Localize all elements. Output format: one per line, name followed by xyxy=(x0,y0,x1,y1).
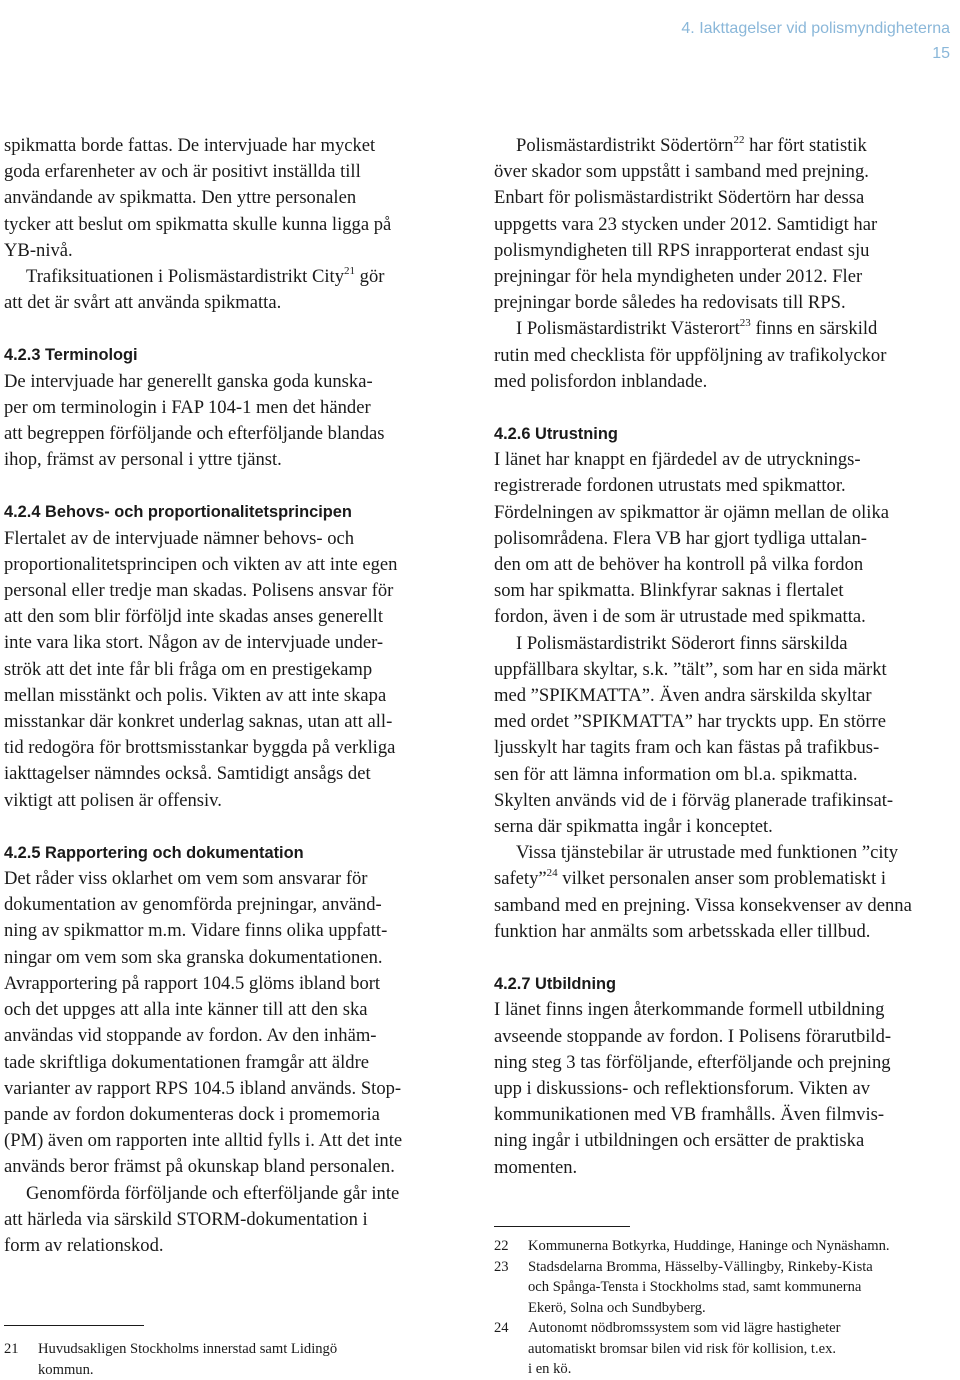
footnote-24: 24 Autonomt nödbromssystem som vid lägre hastigheter automatiskt bromsar bilen vid risk för kollision, t.ex. i en kö. xyxy=(494,1320,841,1377)
footnote-rule xyxy=(494,1226,630,1227)
footnote-ref-22: 22 xyxy=(733,133,745,146)
footnote-rule xyxy=(4,1325,144,1326)
footnote-21: 21 Huvudsakligen Stockholms innerstad samt Lidingö kommun. xyxy=(4,1341,338,1378)
chapter-title: 4. Iakttagelser vid polismyndigheterna xyxy=(681,20,950,37)
paragraph: I Polismästardistrikt Västerort$^{23}$ finns en särskild rutin med checklista för uppföljning av trafikolyckor med polisfordon inblandade. xyxy=(494,317,887,392)
footnotes-right xyxy=(494,1236,956,1380)
section-heading-terminologi: 4.2.3 Terminologi xyxy=(4,346,138,365)
footnote-ref-21: 21 xyxy=(344,264,355,277)
paragraph: Genomförda förföljande och efterföljande går inte att härleda via särskild STORM-dokumentation i form av relationskod. xyxy=(4,1182,400,1256)
section-heading-behovs: 4.2.4 Behovs- och proportionalitetsprincipen xyxy=(4,503,352,522)
running-header xyxy=(681,16,950,66)
section-heading-rapportering: 4.2.5 Rapportering och dokumentation xyxy=(4,843,304,862)
section-heading-utrustning: 4.2.6 Utrustning xyxy=(494,425,618,444)
left-column xyxy=(4,133,462,1259)
paragraph: Polismästardistrikt Södertörn$^{22}$ har fört statistik över skador som uppstått i samband med prejning. Enbart för polismästardistrikt Södertörn har dessa uppgetts vara 23 stycken under 2012. Samtidigt har polismyndigheten till RPS inrapporterat endast sju prejningar för hela myndigheten under 2012. Fler prejningar borde således ha redovisats till RPS. xyxy=(494,133,878,314)
footnotes-left xyxy=(4,1339,462,1380)
footnote-ref-24: 24 xyxy=(546,867,558,880)
paragraph: Det råder viss oklarhet om vem som ansvarar för dokumentation av genomförda prejningar, använd- ning av spikmattor m.m. Vidare finns olika uppfatt- ningar om vem som ska granska dokumentationen. Avrapportering på rapport 104.5 glöms ibland bort och det uppges att alla inte känner till att den ska användas vid stoppande av fordon. Av den inhäm- tade skriftliga dokumentationen framgår att äldre varianter av rapport RPS 104.5 ibland används. Stop- pande av fordon dokumenteras dock i promemoria (PM) även om rapporten inte alltid fylls i. Att det inte används beror främst på okunskap bland personalen. xyxy=(4,868,403,1178)
paragraph: Trafiksituationen i Polismästardistrikt City$^{21}$ gör att det är svårt att använda spikmatta. xyxy=(4,264,385,314)
paragraph: I Polismästardistrikt Söderort finns särskilda uppfällbara skyltar, s.k. ”tält”, som har en sida märkt med ”SPIKMATTA”. Även andra särskilda skyltar med ordet ”SPIKMATTA” har tryckts upp. En större ljusskylt har tagits fram och kan fästas på trafikbus- sen för att lämna information om bl.a. spikmatta. Skylten används vid de i förväg planerade trafikinsat- serna där spikmatta ingår i konceptet. xyxy=(494,632,894,838)
page-number: 15 xyxy=(932,45,950,62)
paragraph: Vissa tjänstebilar är utrustade med funktionen ”city safety”$^{24}$ vilket personalen anser som problematiskt i samband med en prejning. Vissa konsekvenser av denna funktion har anmälts som arbetsskada eller tillbud. xyxy=(494,842,912,942)
paragraph: I länet har knappt en fjärdedel av de utrycknings- registrerade fordonen utrustats med spikmattor. Fördelningen av spikmattor är ojämn mellan de olika polisområdena. Flera VB har gjort tydliga uttalan- den om att de behöver ha kontroll på vilka fordon som har spikmatta. Blinkfyrar saknas i flertalet fordon, även i de som är utrustade med spikmatta. xyxy=(494,449,890,628)
paragraph: spikmatta borde fattas. De intervjuade har mycket goda erfarenheter av och är positivt inställda till användande av spikmatta. Den yttre personalen tycker att beslut om spikmatta skulle kunna ligga på YB-nivå. xyxy=(4,135,392,261)
section-heading-utbildning: 4.2.7 Utbildning xyxy=(494,975,617,994)
paragraph: Flertalet av de intervjuade nämner behovs- och proportionalitetsprincipen och vikten av att inte egen personal eller tredje man skadas. Polisens ansvar för att den som blir förföljd inte skadas anses generellt inte vara lika stort. Någon av de intervjuade under- strök att det inte får bli fråga om en prestigekamp mellan misstänkt och polis. Vikten av att inte skapa misstankar där konkret underlag saknas, utan att all- tid redogöra för brottsmisstankar byggda på verkliga iakttagelser nämndes också. Samtidigt ansågs det viktigt att polisen är offensiv. xyxy=(4,527,398,811)
footnote-ref-23: 23 xyxy=(739,317,751,330)
footnote-22: 22 Kommunerna Botkyrka, Huddinge, Haninge och Nynäshamn. xyxy=(494,1238,890,1254)
paragraph: I länet finns ingen återkommande formell utbildning avseende stoppande av fordon. I Polisens förarutbild- ning steg 3 tas förföljande, efterföljande och prejning upp i diskussions- och reflektionsforum. Vikten av kommunikationen med VB framhålls. Även filmvis- ning ingår i utbildningen och ersätter de praktiska momenten. xyxy=(494,999,892,1178)
right-column xyxy=(494,133,956,1181)
paragraph: De intervjuade har generellt ganska goda kunska- per om terminologin i FAP 104-1 men det händer att begreppen förföljande och efterföljande blandas ihop, främst av personal i yttre tjänst. xyxy=(4,370,385,471)
footnote-23: 23 Stadsdelarna Bromma, Hässelby-Vällingby, Rinkeby-Kista och Spånga-Tensta i Stockholms stad, samt kommunerna Ekerö, Solna och Sundbyberg. xyxy=(494,1258,873,1316)
